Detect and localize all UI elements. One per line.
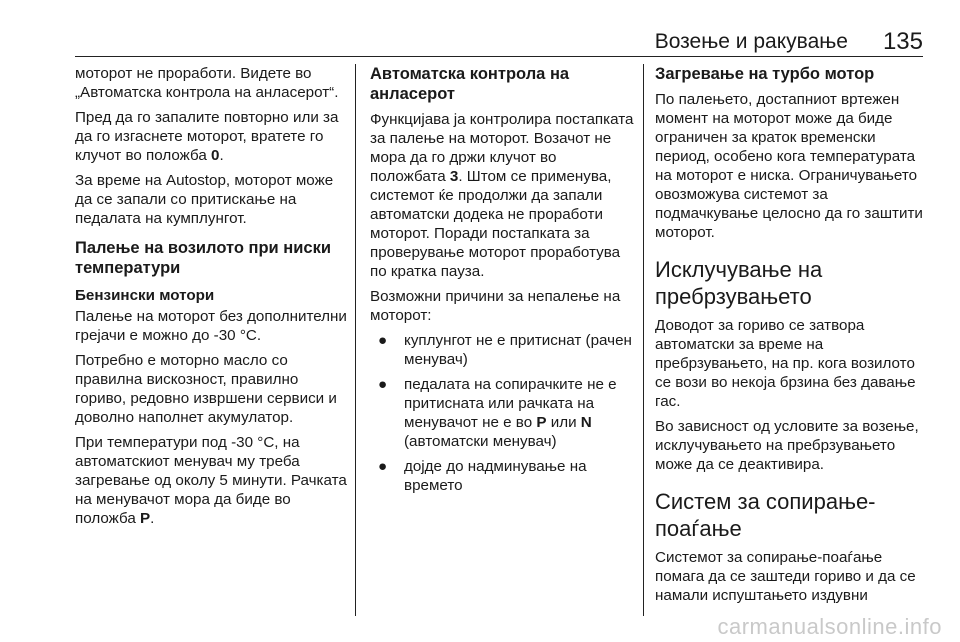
paragraph: Возможни причини за непалење на моторот: [370,288,621,324]
section-heading: Автоматска контрола на анласерот [370,65,570,103]
paragraph: Доводот за гориво се затвора автоматски за време на пребрзувањето, на пр. кога возилото се вози во некоја брзина без давање гас. [655,317,916,410]
bullet-icon: ● [378,458,388,475]
column-divider-2 [643,64,644,616]
paragraph: Во зависност од условите за возење, исклучувањето на пребрзувањето може да се деактивира. [655,418,919,473]
list-item: ● педалата на сопирачките не е притисната или рачката на менувачот не е во P или N (автоматски менувач) [378,376,617,450]
paragraph: Функцијава ја контролира постапката за палење на моторот. Возачот не мора да го држи клучот во положбата 3. Штом се применува, системот ќе продолжи да запали автоматски додека не проработи моторот. Поради постапката за проверување моторот проработува по кратка пауза. [370,111,634,280]
watermark: carmanualsonline.info [717,614,942,639]
section-heading: Палење на возилото при ниски температури [75,239,331,277]
paragraph: Потребно е моторно масло со правилна вискозност, правилно гориво, редовно извршени сервиси и доволно наполнет акумулатор. [75,352,337,426]
paragraph: Пред да го запалите повторно или за да го изгаснете моторот, вратете го клучот во положба 0. [75,109,339,164]
paragraph: Палење на моторот без дополнителни грејачи е можно до -30 °C. [75,308,347,344]
list-item: ● дојде до надминување на времето [378,458,587,494]
paragraph: При температури под -30 °C, на автоматскиот менувач му треба загревање од околу 5 минути. Рачката на менувачот мора да биде во положба P. [75,434,347,527]
column-3 [655,64,925,611]
bullet-icon: ● [378,376,388,393]
bullet-icon: ● [378,332,388,349]
page-number: 135 [882,28,923,55]
chapter-heading: Систем за сопирање-поаѓање [655,489,876,541]
cause-list [370,331,636,495]
paragraph: моторот не проработи. Видете во „Автоматска контрола на анласерот“. [75,65,339,101]
header-title: Возење и ракување [654,30,848,53]
section-heading: Загревање на турбо мотор [655,65,875,83]
paragraph: По палењето, достапниот вртежен момент на моторот може да биде ограничен за краток временски период, особено кога температурата на моторот е ниска. Ограничувањето овозможува системот за подмачкување целосно да го заштити моторот. [655,91,923,241]
subsection-heading: Бензински мотори [75,287,215,304]
column-2 [370,64,636,501]
list-item: ● куплунгот не е притиснат (рачен менувач) [378,332,632,368]
paragraph: За време на Autostop, моторот може да се запали со притискање на педалата на кумплунгот. [75,172,334,227]
column-divider-1 [355,64,356,616]
chapter-heading: Исклучување на пребрзувањето [655,257,823,309]
column-1 [75,64,350,534]
paragraph: Системот за сопирање-поаѓање помага да се заштеди гориво и да се намали испуштањето издувни [655,549,916,604]
page-header [75,26,923,57]
